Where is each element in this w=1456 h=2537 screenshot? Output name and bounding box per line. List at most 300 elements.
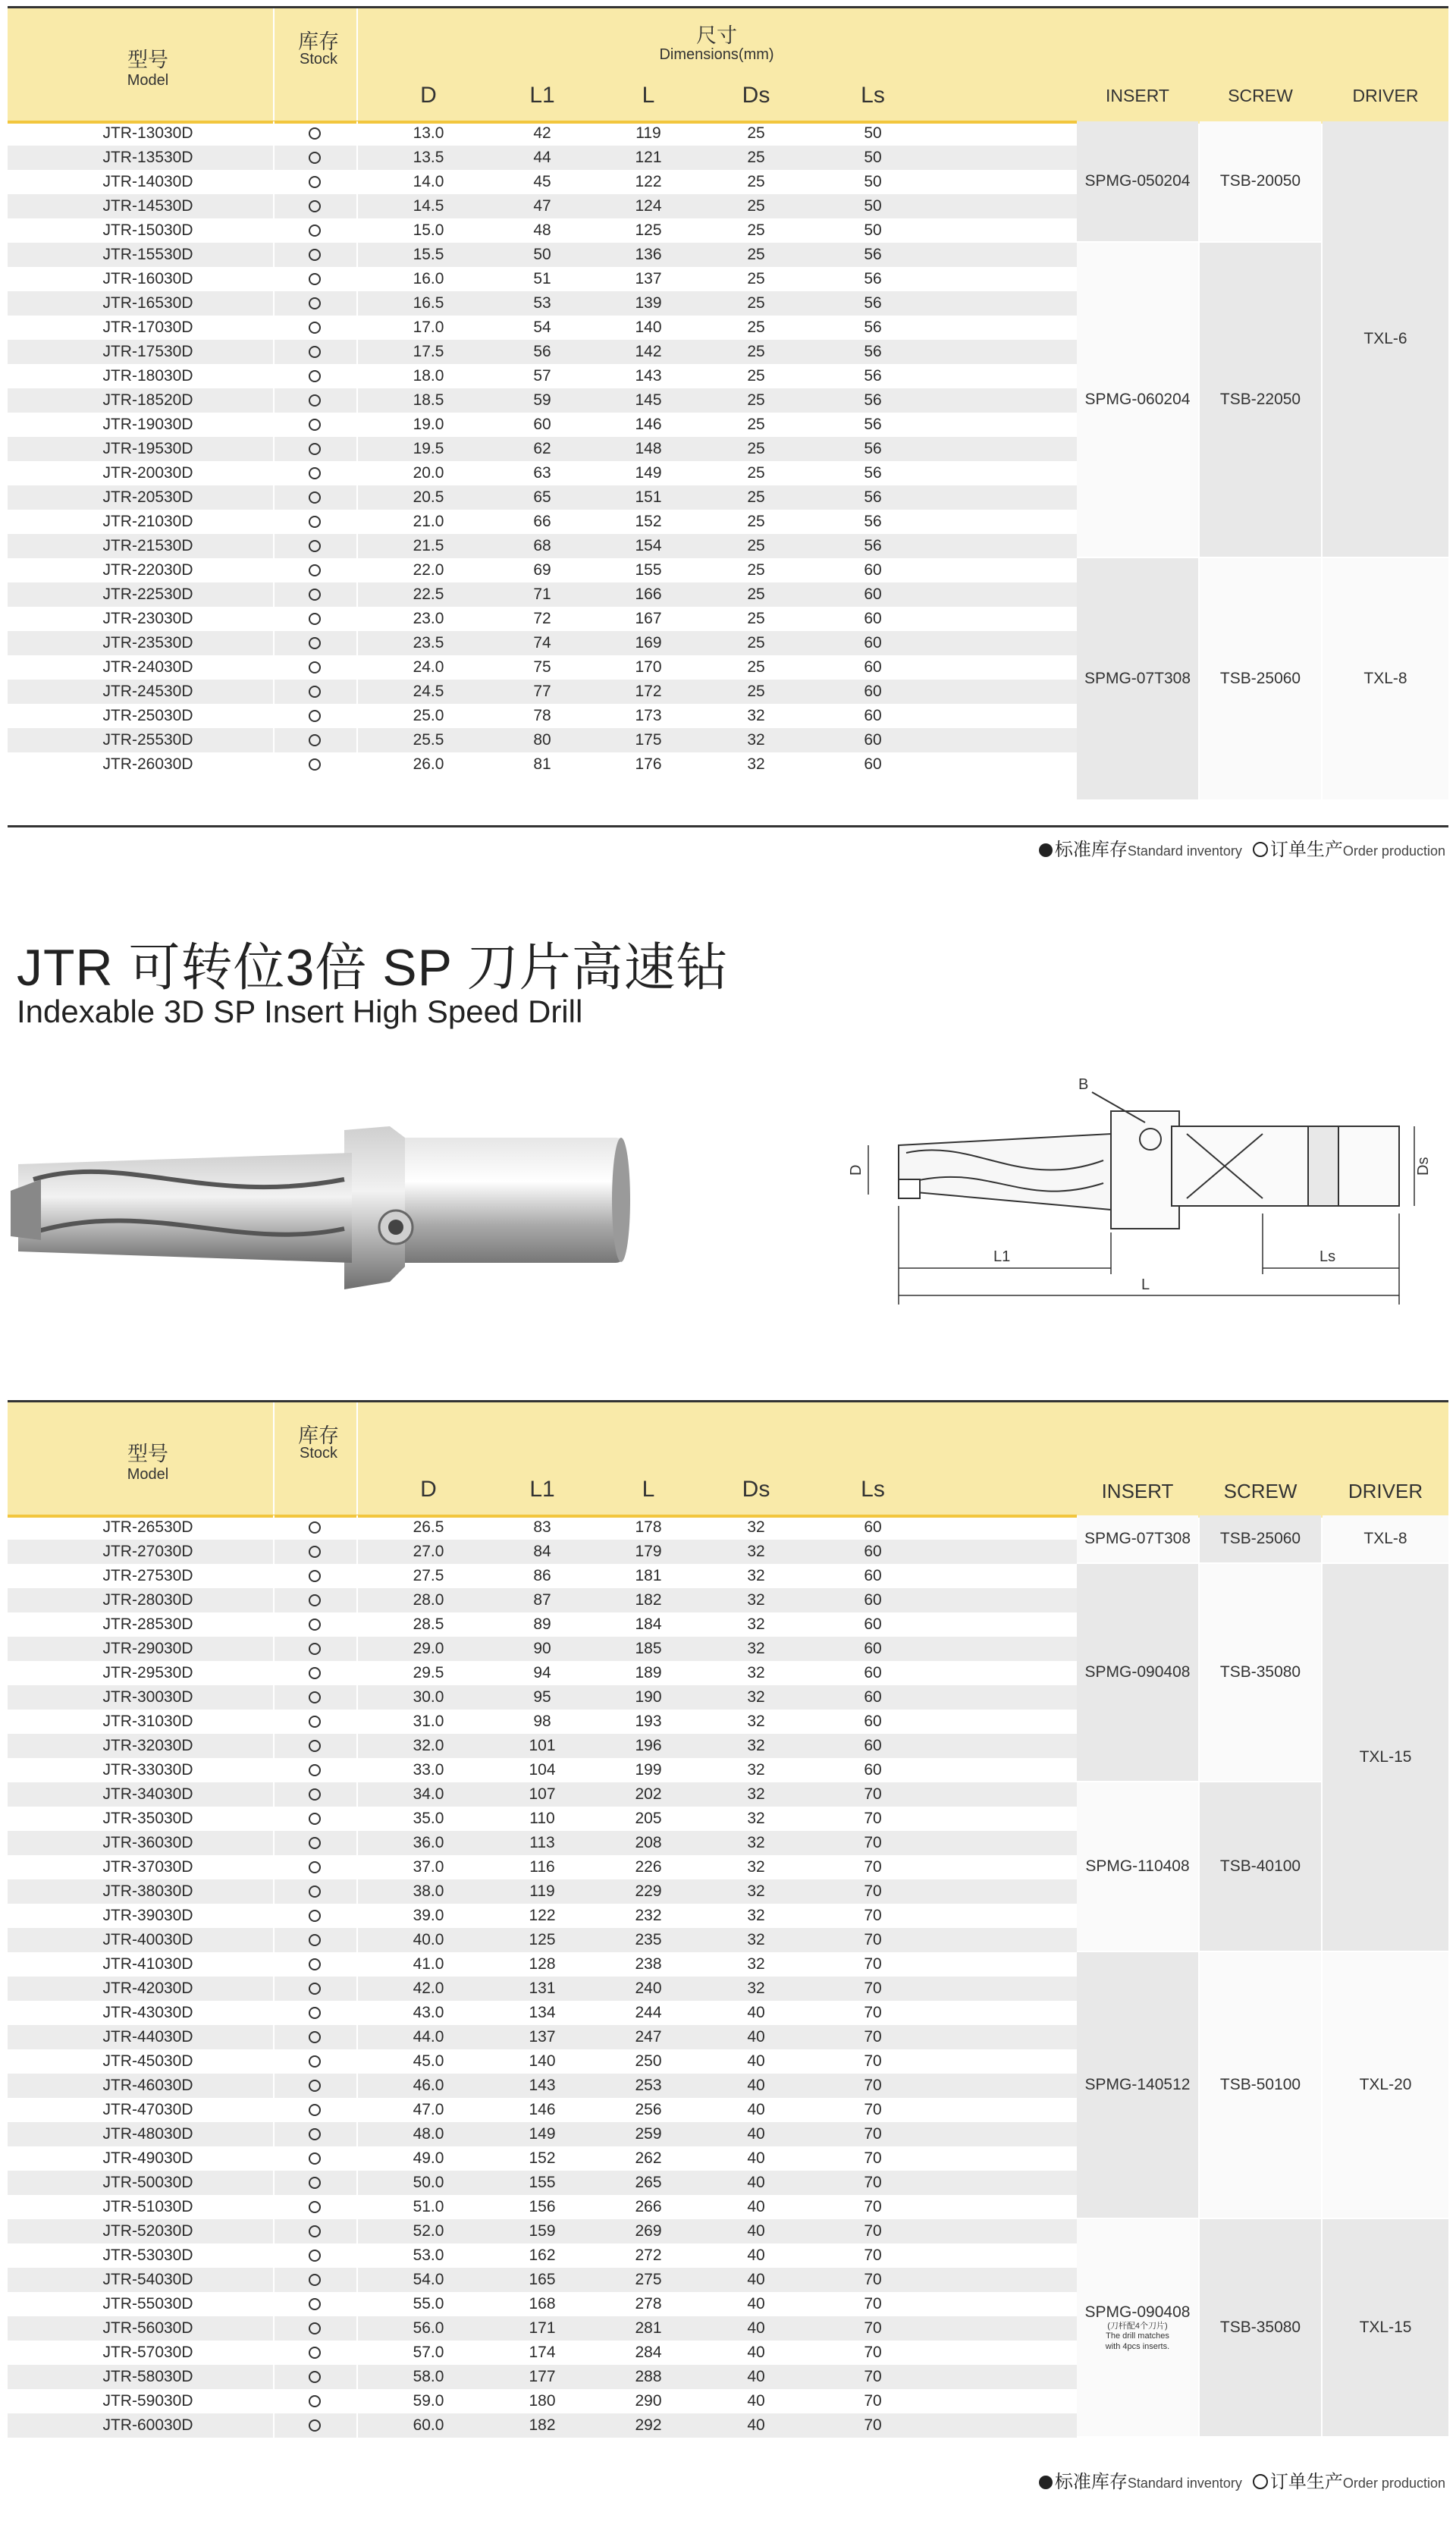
l1-cell: 81 xyxy=(533,755,551,773)
order-production-icon xyxy=(309,758,321,771)
ls-cell: 70 xyxy=(864,1882,882,1900)
order-production-icon xyxy=(309,2201,321,2213)
d-cell: 15.0 xyxy=(413,221,444,239)
table-row xyxy=(8,558,1077,582)
stock-cell xyxy=(273,752,356,777)
l-cell: 256 xyxy=(635,2101,662,2118)
model-cell: JTR-16530D xyxy=(102,294,193,312)
stock-cell xyxy=(273,2049,356,2074)
ds-cell: 32 xyxy=(747,707,765,724)
order-production-icon xyxy=(309,419,321,431)
order-production-icon xyxy=(309,1837,321,1849)
stock-cell xyxy=(273,631,356,655)
l1-cell: 68 xyxy=(533,537,551,554)
model-cell: JTR-22030D xyxy=(102,561,193,579)
stock-cell xyxy=(273,2292,356,2316)
ls-cell: 60 xyxy=(864,755,882,773)
l1-cell: 134 xyxy=(529,2004,556,2021)
table-row xyxy=(8,1807,1077,1831)
ds-cell: 25 xyxy=(747,683,765,700)
d-cell: 33.0 xyxy=(413,1761,444,1779)
screw-group-label: TSB-35080 xyxy=(1219,2319,1301,2336)
ls-cell: 70 xyxy=(864,2052,882,2070)
order-production-icon xyxy=(309,200,321,212)
order-production-icon xyxy=(309,637,321,649)
l1-cell: 45 xyxy=(533,173,551,190)
order-production-icon xyxy=(309,661,321,673)
order-production-icon xyxy=(309,1934,321,1946)
table-row xyxy=(8,2098,1077,2122)
l-cell: 189 xyxy=(635,1664,662,1681)
col-d: D xyxy=(420,83,437,108)
driver-group-label: TXL-15 xyxy=(1359,2319,1412,2336)
ds-cell: 40 xyxy=(747,2271,765,2288)
ds-cell: 25 xyxy=(747,586,765,603)
model-cell: JTR-47030D xyxy=(102,2101,193,2118)
ds-cell: 25 xyxy=(747,124,765,142)
table-row xyxy=(8,364,1077,388)
col-insert: INSERT xyxy=(1106,86,1169,105)
d-cell: 46.0 xyxy=(413,2077,444,2094)
d-cell: 16.5 xyxy=(413,294,444,312)
ls-cell: 70 xyxy=(864,2149,882,2167)
d-cell: 56.0 xyxy=(413,2319,444,2337)
ds-cell: 40 xyxy=(747,2295,765,2313)
l-cell: 250 xyxy=(635,2052,662,2070)
order-production-icon xyxy=(309,589,321,601)
ds-cell: 40 xyxy=(747,2344,765,2361)
ls-cell: 50 xyxy=(864,124,882,142)
stock-cell xyxy=(273,2341,356,2365)
ls-cell: 60 xyxy=(864,683,882,700)
l-cell: 232 xyxy=(635,1907,662,1924)
stock-cell xyxy=(273,1661,356,1685)
d-cell: 27.5 xyxy=(413,1567,444,1584)
ls-cell: 70 xyxy=(864,2319,882,2337)
table-row xyxy=(8,1612,1077,1637)
l-cell: 199 xyxy=(635,1761,662,1779)
stock-cell xyxy=(273,1540,356,1564)
model-cell: JTR-31030D xyxy=(102,1713,193,1730)
l-cell: 284 xyxy=(635,2344,662,2361)
ds-cell: 32 xyxy=(747,1615,765,1633)
stock-cell xyxy=(273,704,356,728)
screw-group xyxy=(1200,1782,1321,1951)
ds-cell: 32 xyxy=(747,1907,765,1924)
ds-cell: 32 xyxy=(747,755,765,773)
order-production-icon xyxy=(309,1861,321,1873)
ls-cell: 56 xyxy=(864,391,882,409)
stock-cell xyxy=(273,1685,356,1710)
stock-cell xyxy=(273,243,356,267)
model-cell: JTR-23530D xyxy=(102,634,193,652)
ds-cell: 32 xyxy=(747,1591,765,1609)
ds-cell: 40 xyxy=(747,2392,765,2410)
ls-cell: 60 xyxy=(864,1615,882,1633)
stock-cell xyxy=(273,1952,356,1977)
d-cell: 30.0 xyxy=(413,1688,444,1706)
col-ds: Ds xyxy=(742,1477,770,1502)
d-cell: 58.0 xyxy=(413,2368,444,2385)
ds-cell: 25 xyxy=(747,221,765,239)
l1-cell: 53 xyxy=(533,294,551,312)
l1-cell: 74 xyxy=(533,634,551,652)
model-cell: JTR-38030D xyxy=(102,1882,193,1900)
d-cell: 36.0 xyxy=(413,1834,444,1851)
d-cell: 55.0 xyxy=(413,2295,444,2313)
ls-cell: 60 xyxy=(864,561,882,579)
l-cell: 244 xyxy=(635,2004,662,2021)
l-cell: 121 xyxy=(635,149,662,166)
col-driver: DRIVER xyxy=(1348,1480,1423,1502)
model-cell: JTR-18520D xyxy=(102,391,193,409)
table-row xyxy=(8,1879,1077,1904)
dimensions-header-cn: 尺寸 xyxy=(696,24,737,47)
l-cell: 166 xyxy=(635,586,662,603)
order-production-icon xyxy=(309,2225,321,2237)
l-cell: 155 xyxy=(635,561,662,579)
stock-cell xyxy=(273,1807,356,1831)
product-table-2 xyxy=(8,1400,1448,2459)
table-row xyxy=(8,1782,1077,1807)
order-production-icon xyxy=(309,2055,321,2068)
stock-cell xyxy=(273,1977,356,2001)
d-cell: 14.0 xyxy=(413,173,444,190)
l1-cell: 101 xyxy=(529,1737,556,1754)
label-d: D xyxy=(848,1164,864,1176)
ds-cell: 32 xyxy=(747,1713,765,1730)
l-cell: 173 xyxy=(635,707,662,724)
col-insert: INSERT xyxy=(1101,1480,1174,1502)
l-cell: 148 xyxy=(635,440,662,457)
l1-cell: 66 xyxy=(533,513,551,530)
model-cell: JTR-37030D xyxy=(102,1858,193,1876)
stock-cell xyxy=(273,218,356,243)
stock-cell xyxy=(273,2195,356,2219)
ds-cell: 25 xyxy=(747,610,765,627)
stock-cell xyxy=(273,534,356,558)
ls-cell: 70 xyxy=(864,2247,882,2264)
ls-cell: 60 xyxy=(864,1518,882,1536)
l1-cell: 80 xyxy=(533,731,551,749)
stock-cell xyxy=(273,291,356,316)
ds-cell: 25 xyxy=(747,513,765,530)
model-header-cn: 型号 xyxy=(127,1443,168,1465)
insert-group xyxy=(1077,1952,1198,2218)
stock-cell xyxy=(273,1855,356,1879)
ds-cell: 32 xyxy=(747,1640,765,1657)
table-row xyxy=(8,2219,1077,2243)
order-production-icon xyxy=(309,370,321,382)
d-cell: 42.0 xyxy=(413,1980,444,1997)
l1-cell: 159 xyxy=(529,2222,556,2240)
insert-group-note: The drill matches xyxy=(1106,2331,1169,2341)
stock-cell xyxy=(273,1831,356,1855)
legend xyxy=(1039,834,1445,861)
d-cell: 39.0 xyxy=(413,1907,444,1924)
model-cell: JTR-19530D xyxy=(102,440,193,457)
model-cell: JTR-46030D xyxy=(102,2077,193,2094)
order-production-icon xyxy=(309,467,321,479)
ds-cell: 40 xyxy=(747,2077,765,2094)
model-cell: JTR-17530D xyxy=(102,343,193,360)
d-cell: 48.0 xyxy=(413,2125,444,2143)
l1-cell: 59 xyxy=(533,391,551,409)
insert-group-label: SPMG-090408 xyxy=(1084,2303,1191,2322)
order-production-icon xyxy=(309,443,321,455)
d-cell: 18.0 xyxy=(413,367,444,385)
l-cell: 202 xyxy=(635,1785,662,1803)
ls-cell: 50 xyxy=(864,221,882,239)
screw-group-label: TSB-50100 xyxy=(1219,2076,1301,2093)
table-row xyxy=(8,2243,1077,2268)
stock-cell xyxy=(273,316,356,340)
l1-cell: 180 xyxy=(529,2392,556,2410)
driver-group xyxy=(1323,1564,1448,1951)
order-ring-icon xyxy=(1253,2474,1268,2489)
l1-cell: 131 xyxy=(529,1980,556,1997)
table-row xyxy=(8,2146,1077,2171)
insert-group xyxy=(1077,1515,1198,1562)
ds-cell: 32 xyxy=(747,1882,765,1900)
label-b: B xyxy=(1078,1076,1089,1093)
l-cell: 145 xyxy=(635,391,662,409)
model-cell: JTR-44030D xyxy=(102,2028,193,2046)
ls-cell: 60 xyxy=(864,1543,882,1560)
l-cell: 167 xyxy=(635,610,662,627)
drill-photo xyxy=(11,1107,632,1305)
order-production-icon xyxy=(309,710,321,722)
l-cell: 137 xyxy=(635,270,662,287)
l-cell: 179 xyxy=(635,1543,662,1560)
table-row xyxy=(8,655,1077,680)
l1-cell: 143 xyxy=(529,2077,556,2094)
insert-group xyxy=(1077,2219,1198,2436)
model-cell: JTR-56030D xyxy=(102,2319,193,2337)
screw-group-label: TSB-25060 xyxy=(1219,670,1301,687)
ds-cell: 40 xyxy=(747,2004,765,2021)
model-header-cn: 型号 xyxy=(127,49,168,71)
l-cell: 143 xyxy=(635,367,662,385)
order-production-icon xyxy=(309,491,321,504)
l1-cell: 152 xyxy=(529,2149,556,2167)
ls-cell: 56 xyxy=(864,294,882,312)
insert-group-label: SPMG-07T308 xyxy=(1084,1530,1191,1547)
l1-cell: 69 xyxy=(533,561,551,579)
table-row xyxy=(8,267,1077,291)
l1-cell: 116 xyxy=(529,1858,555,1876)
model-cell: JTR-49030D xyxy=(102,2149,193,2167)
model-cell: JTR-15030D xyxy=(102,221,193,239)
l-cell: 125 xyxy=(635,221,662,239)
d-cell: 40.0 xyxy=(413,1931,444,1948)
driver-group-label: TXL-15 xyxy=(1359,1748,1412,1766)
table-row xyxy=(8,1855,1077,1879)
order-production-icon xyxy=(309,1740,321,1752)
d-cell: 25.5 xyxy=(413,731,444,749)
l-cell: 152 xyxy=(635,513,662,530)
ls-cell: 60 xyxy=(864,731,882,749)
order-production-icon xyxy=(309,2080,321,2092)
table-row xyxy=(8,413,1077,437)
ls-cell: 70 xyxy=(864,1858,882,1876)
l1-cell: 122 xyxy=(529,1907,556,1924)
table-header xyxy=(8,1400,1448,1518)
table-row xyxy=(8,752,1077,777)
stock-cell xyxy=(273,1710,356,1734)
model-cell: JTR-32030D xyxy=(102,1737,193,1754)
ls-cell: 56 xyxy=(864,537,882,554)
l-cell: 259 xyxy=(635,2125,662,2143)
d-cell: 54.0 xyxy=(413,2271,444,2288)
ls-cell: 70 xyxy=(864,1834,882,1851)
table-row xyxy=(8,1661,1077,1685)
order-production-icon xyxy=(309,127,321,140)
d-cell: 49.0 xyxy=(413,2149,444,2167)
col-screw: SCREW xyxy=(1228,86,1293,105)
screw-group-label: TSB-20050 xyxy=(1219,172,1301,190)
ls-cell: 60 xyxy=(864,1761,882,1779)
d-cell: 23.5 xyxy=(413,634,444,652)
l1-cell: 77 xyxy=(533,683,551,700)
d-cell: 27.0 xyxy=(413,1543,444,1560)
l1-cell: 107 xyxy=(529,1785,556,1803)
model-cell: JTR-40030D xyxy=(102,1931,193,1948)
model-cell: JTR-27030D xyxy=(102,1543,193,1560)
l-cell: 190 xyxy=(635,1688,662,1706)
order-production-icon xyxy=(309,2152,321,2165)
ds-cell: 25 xyxy=(747,270,765,287)
stock-cell xyxy=(273,2122,356,2146)
d-cell: 34.0 xyxy=(413,1785,444,1803)
order-production-icon xyxy=(309,2128,321,2140)
model-cell: JTR-16030D xyxy=(102,270,193,287)
l1-cell: 42 xyxy=(533,124,551,142)
stock-cell xyxy=(273,364,356,388)
screw-group xyxy=(1200,2219,1321,2436)
col-l1: L1 xyxy=(529,1477,555,1502)
l1-cell: 48 xyxy=(533,221,551,239)
stock-cell xyxy=(273,2316,356,2341)
stock-cell xyxy=(273,170,356,194)
ds-cell: 25 xyxy=(747,658,765,676)
l1-cell: 90 xyxy=(533,1640,551,1657)
order-production-icon xyxy=(309,2031,321,2043)
screw-group-label: TSB-22050 xyxy=(1219,391,1301,408)
order-production-icon xyxy=(309,564,321,576)
l-cell: 122 xyxy=(635,173,662,190)
screw-group xyxy=(1200,243,1321,557)
insert-group xyxy=(1077,1564,1198,1781)
ds-cell: 40 xyxy=(747,2052,765,2070)
l-cell: 140 xyxy=(635,319,662,336)
d-cell: 28.0 xyxy=(413,1591,444,1609)
ds-cell: 32 xyxy=(747,1518,765,1536)
order-production-icon xyxy=(309,2347,321,2359)
d-cell: 21.0 xyxy=(413,513,444,530)
l-cell: 281 xyxy=(635,2319,662,2337)
l-cell: 238 xyxy=(635,1955,662,1973)
d-cell: 16.0 xyxy=(413,270,444,287)
ls-cell: 70 xyxy=(864,2028,882,2046)
order-production-icon xyxy=(309,297,321,309)
l1-cell: 168 xyxy=(529,2295,556,2313)
ds-cell: 40 xyxy=(747,2198,765,2215)
stock-cell xyxy=(273,1515,356,1540)
l1-cell: 78 xyxy=(533,707,551,724)
l1-cell: 162 xyxy=(529,2247,556,2264)
l1-cell: 51 xyxy=(533,270,551,287)
stock-cell xyxy=(273,146,356,170)
order-production-icon xyxy=(309,2104,321,2116)
model-cell: JTR-29030D xyxy=(102,1640,193,1657)
table-row xyxy=(8,170,1077,194)
ds-cell: 40 xyxy=(747,2247,765,2264)
l1-cell: 56 xyxy=(533,343,551,360)
ls-cell: 70 xyxy=(864,1931,882,1948)
stock-header-en: Stock xyxy=(299,1445,338,1462)
l-cell: 124 xyxy=(635,197,662,215)
order-production-icon xyxy=(309,2371,321,2383)
l-cell: 172 xyxy=(635,683,662,700)
table-row xyxy=(8,704,1077,728)
table-row xyxy=(8,218,1077,243)
d-cell: 17.0 xyxy=(413,319,444,336)
l-cell: 262 xyxy=(635,2149,662,2167)
ds-cell: 40 xyxy=(747,2416,765,2434)
ls-cell: 70 xyxy=(864,2174,882,2191)
d-cell: 26.0 xyxy=(413,755,444,773)
d-cell: 60.0 xyxy=(413,2416,444,2434)
model-cell: JTR-43030D xyxy=(102,2004,193,2021)
l-cell: 205 xyxy=(635,1810,662,1827)
ls-cell: 70 xyxy=(864,1810,882,1827)
ls-cell: 56 xyxy=(864,416,882,433)
ds-cell: 32 xyxy=(747,1931,765,1948)
l-cell: 265 xyxy=(635,2174,662,2191)
d-cell: 38.0 xyxy=(413,1882,444,1900)
order-production-icon xyxy=(309,273,321,285)
order-production-icon xyxy=(309,1691,321,1703)
ds-cell: 32 xyxy=(747,1664,765,1681)
l1-cell: 177 xyxy=(529,2368,556,2385)
l-cell: 146 xyxy=(635,416,662,433)
model-cell: JTR-21530D xyxy=(102,537,193,554)
ds-cell: 25 xyxy=(747,197,765,215)
stock-cell xyxy=(273,2025,356,2049)
model-cell: JTR-35030D xyxy=(102,1810,193,1827)
order-production-icon xyxy=(309,2007,321,2019)
stock-cell xyxy=(273,1758,356,1782)
ls-cell: 50 xyxy=(864,149,882,166)
order-production-icon xyxy=(309,1667,321,1679)
model-cell: JTR-42030D xyxy=(102,1980,193,1997)
ls-cell: 56 xyxy=(864,319,882,336)
model-cell: JTR-39030D xyxy=(102,1907,193,1924)
ls-cell: 56 xyxy=(864,343,882,360)
l-cell: 193 xyxy=(635,1713,662,1730)
ls-cell: 70 xyxy=(864,1980,882,1997)
driver-group-label: TXL-8 xyxy=(1363,670,1407,687)
ds-cell: 25 xyxy=(747,149,765,166)
d-cell: 47.0 xyxy=(413,2101,444,2118)
d-cell: 41.0 xyxy=(413,1955,444,1973)
l-cell: 185 xyxy=(635,1640,662,1657)
l-cell: 170 xyxy=(635,658,662,676)
table-row xyxy=(8,2049,1077,2074)
order-production-icon xyxy=(309,1570,321,1582)
d-cell: 17.5 xyxy=(413,343,444,360)
